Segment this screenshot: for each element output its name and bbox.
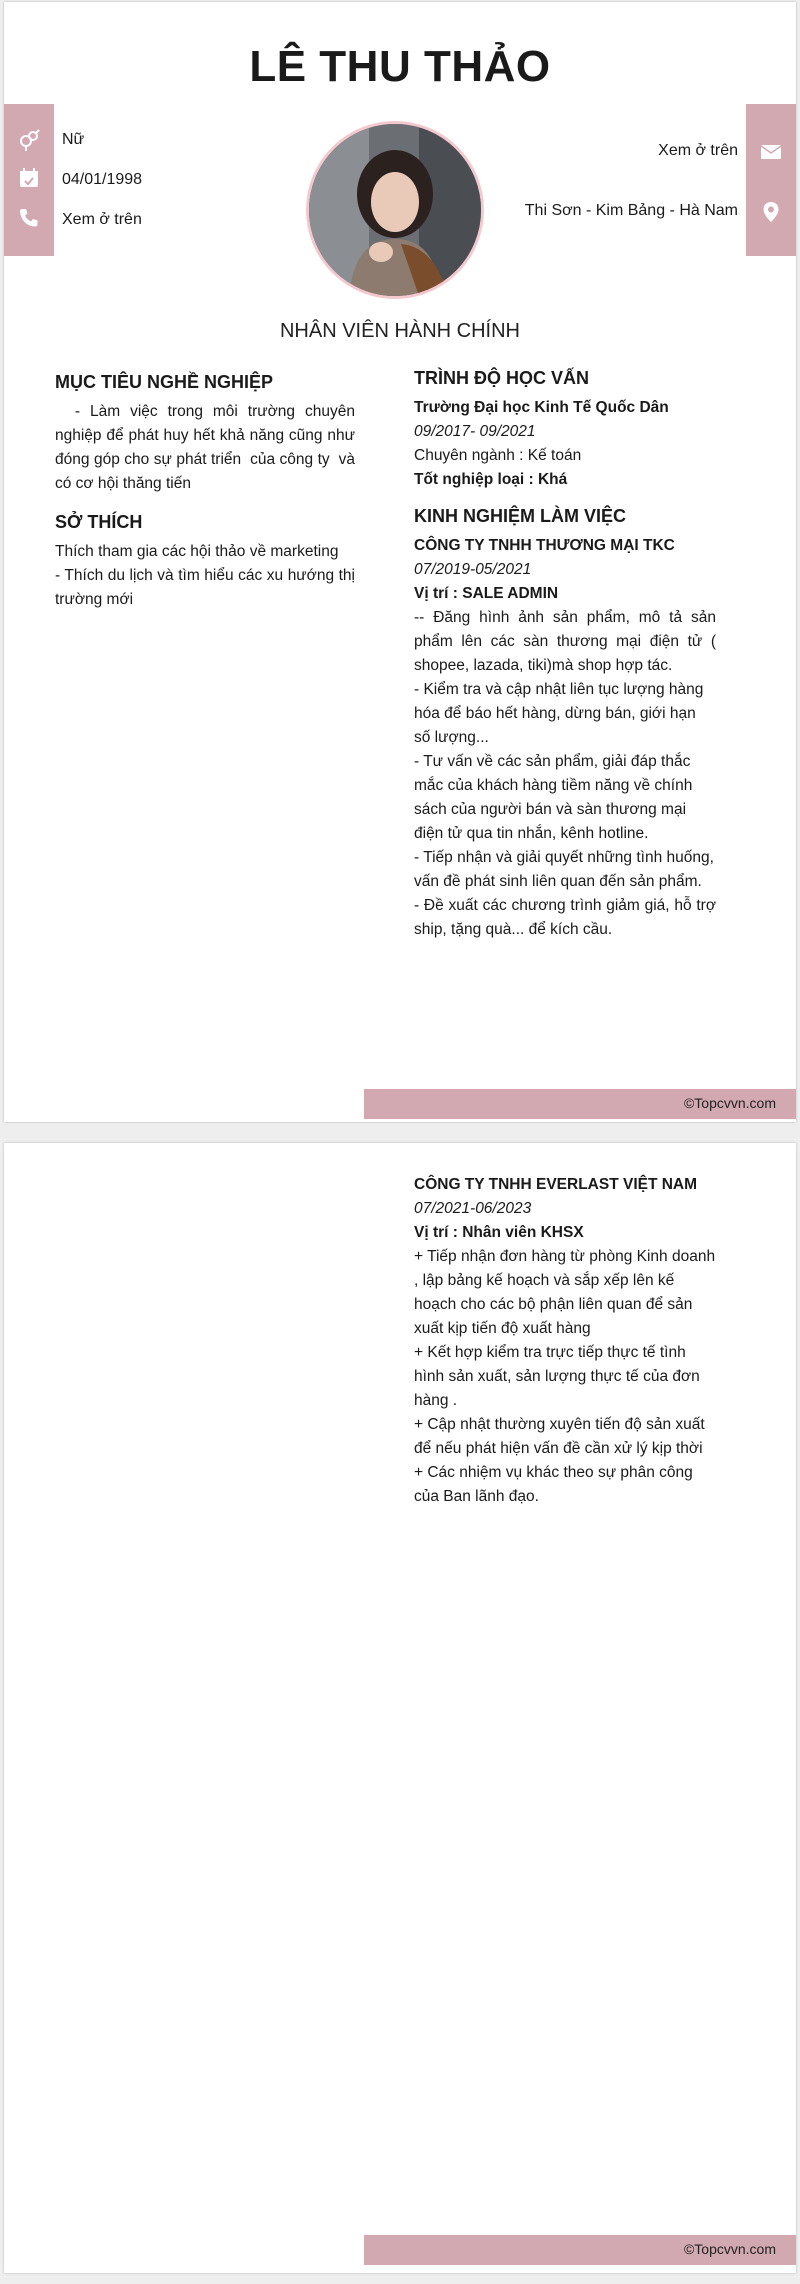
job2-duty: + Kết hợp kiểm tra trực tiếp thực tế tình hình sản xuất, sản lượng thực tế của đơn hàng . (414, 1344, 700, 1409)
calendar-icon (17, 166, 41, 190)
job1-company: CÔNG TY TNHH THƯƠNG MẠI TKC (414, 537, 675, 554)
job-title: NHÂN VIÊN HÀNH CHÍNH (279, 320, 521, 342)
phone-value: Xem ở trên (62, 211, 142, 228)
job2-duty: + Tiếp nhận đơn hàng từ phòng Kinh doanh , lập bảng kế hoạch và sắp xếp lên kế hoạch cho các bộ phận liên quan để sản xuất kịp tiến độ xuất hàng (414, 1248, 716, 1337)
footer-credit: ©Topcvvn.com (683, 1095, 776, 1111)
hobbies-line-2: - Thích du lịch và tìm hiểu các xu hướng thị trường mới (55, 567, 355, 608)
footer-bar (364, 1089, 796, 1119)
job2-duty: + Các nhiệm vụ khác theo sự phân công của Ban lãnh đạo. (414, 1464, 693, 1505)
education-major: Chuyên ngành : Kế toán (414, 447, 582, 464)
avatar (306, 121, 484, 299)
gender-value: Nữ (62, 131, 85, 148)
job1-duty: - Tiếp nhận và giải quyết những tình huống, vấn đề phát sinh liên quan đến sản phẩm. (414, 849, 714, 890)
email-value: Xem ở trên (658, 142, 738, 159)
education-period: 09/2017- 09/2021 (414, 423, 536, 440)
hobbies-line-1: Thích tham gia các hội thảo về marketing (55, 543, 339, 560)
hobbies-section (55, 510, 355, 612)
job1-duty: - Tư vấn về các sản phẩm, giải đáp thắc mắc của khách hàng tiềm năng về chính sách của người bán và sàn thương mại điện tử qua tin nhắn, kênh hotline. (414, 753, 693, 842)
objective-text: - Làm việc trong môi trường chuyên nghiệp để phát huy hết khả năng cũng như đóng góp cho sự phát triển của công ty và có cơ hội thăng tiến (55, 403, 360, 492)
location-icon (759, 200, 783, 224)
gender-icon (17, 128, 41, 152)
job2-position: Vị trí : Nhân viên KHSX (414, 1224, 584, 1241)
job1-duty: - Kiểm tra và cập nhật liên tục lượng hàng hóa để báo hết hàng, dừng bán, giới hạn số lượng... (414, 681, 704, 746)
objective-title: MỤC TIÊU NGHỀ NGHIỆP (55, 372, 274, 392)
experience-continued (414, 1173, 716, 1509)
experience-section (414, 504, 716, 942)
job1-duty: - Đề xuất các chương trình giảm giá, hỗ trợ ship, tặng quà... để kích cầu. (414, 897, 716, 938)
cv-page-1 (4, 2, 796, 1122)
left-info-bar (4, 104, 54, 256)
email-icon (759, 140, 783, 164)
job1-position: Vị trí : SALE ADMIN (414, 585, 559, 602)
education-title: TRÌNH ĐỘ HỌC VẤN (414, 368, 589, 388)
objective-section (55, 370, 360, 496)
address-value: Thi Sơn - Kim Bảng - Hà Nam (524, 202, 738, 219)
job2-company: CÔNG TY TNHH EVERLAST VIỆT NAM (414, 1176, 698, 1193)
experience-title: KINH NGHIỆM LÀM VIỆC (414, 506, 627, 526)
footer-bar (364, 2235, 796, 2265)
hobbies-title: SỞ THÍCH (55, 512, 143, 532)
job1-period: 07/2019-05/2021 (414, 561, 532, 578)
cv-page-2 (4, 1143, 796, 2273)
phone-icon (17, 206, 41, 230)
education-school: Trường Đại học Kinh Tế Quốc Dân (414, 399, 669, 416)
right-info-bar (746, 104, 796, 256)
education-grade: Tốt nghiệp loại : Khá (414, 471, 568, 488)
job2-period: 07/2021-06/2023 (414, 1200, 532, 1217)
education-section (414, 366, 716, 492)
candidate-name: LÊ THU THẢO (249, 42, 551, 91)
job2-duty: + Cập nhật thường xuyên tiến độ sản xuất để nếu phát hiện vấn đề cần xử lý kịp thời (414, 1416, 705, 1457)
job1-duty: -- Đăng hình ảnh sản phẩm, mô tả sản phẩm lên các sàn thương mại điện tử ( shopee, lazada, tiki)mà shop hợp tác. (414, 609, 716, 674)
footer-credit: ©Topcvvn.com (683, 2241, 776, 2257)
birthday-value: 04/01/1998 (62, 171, 143, 188)
